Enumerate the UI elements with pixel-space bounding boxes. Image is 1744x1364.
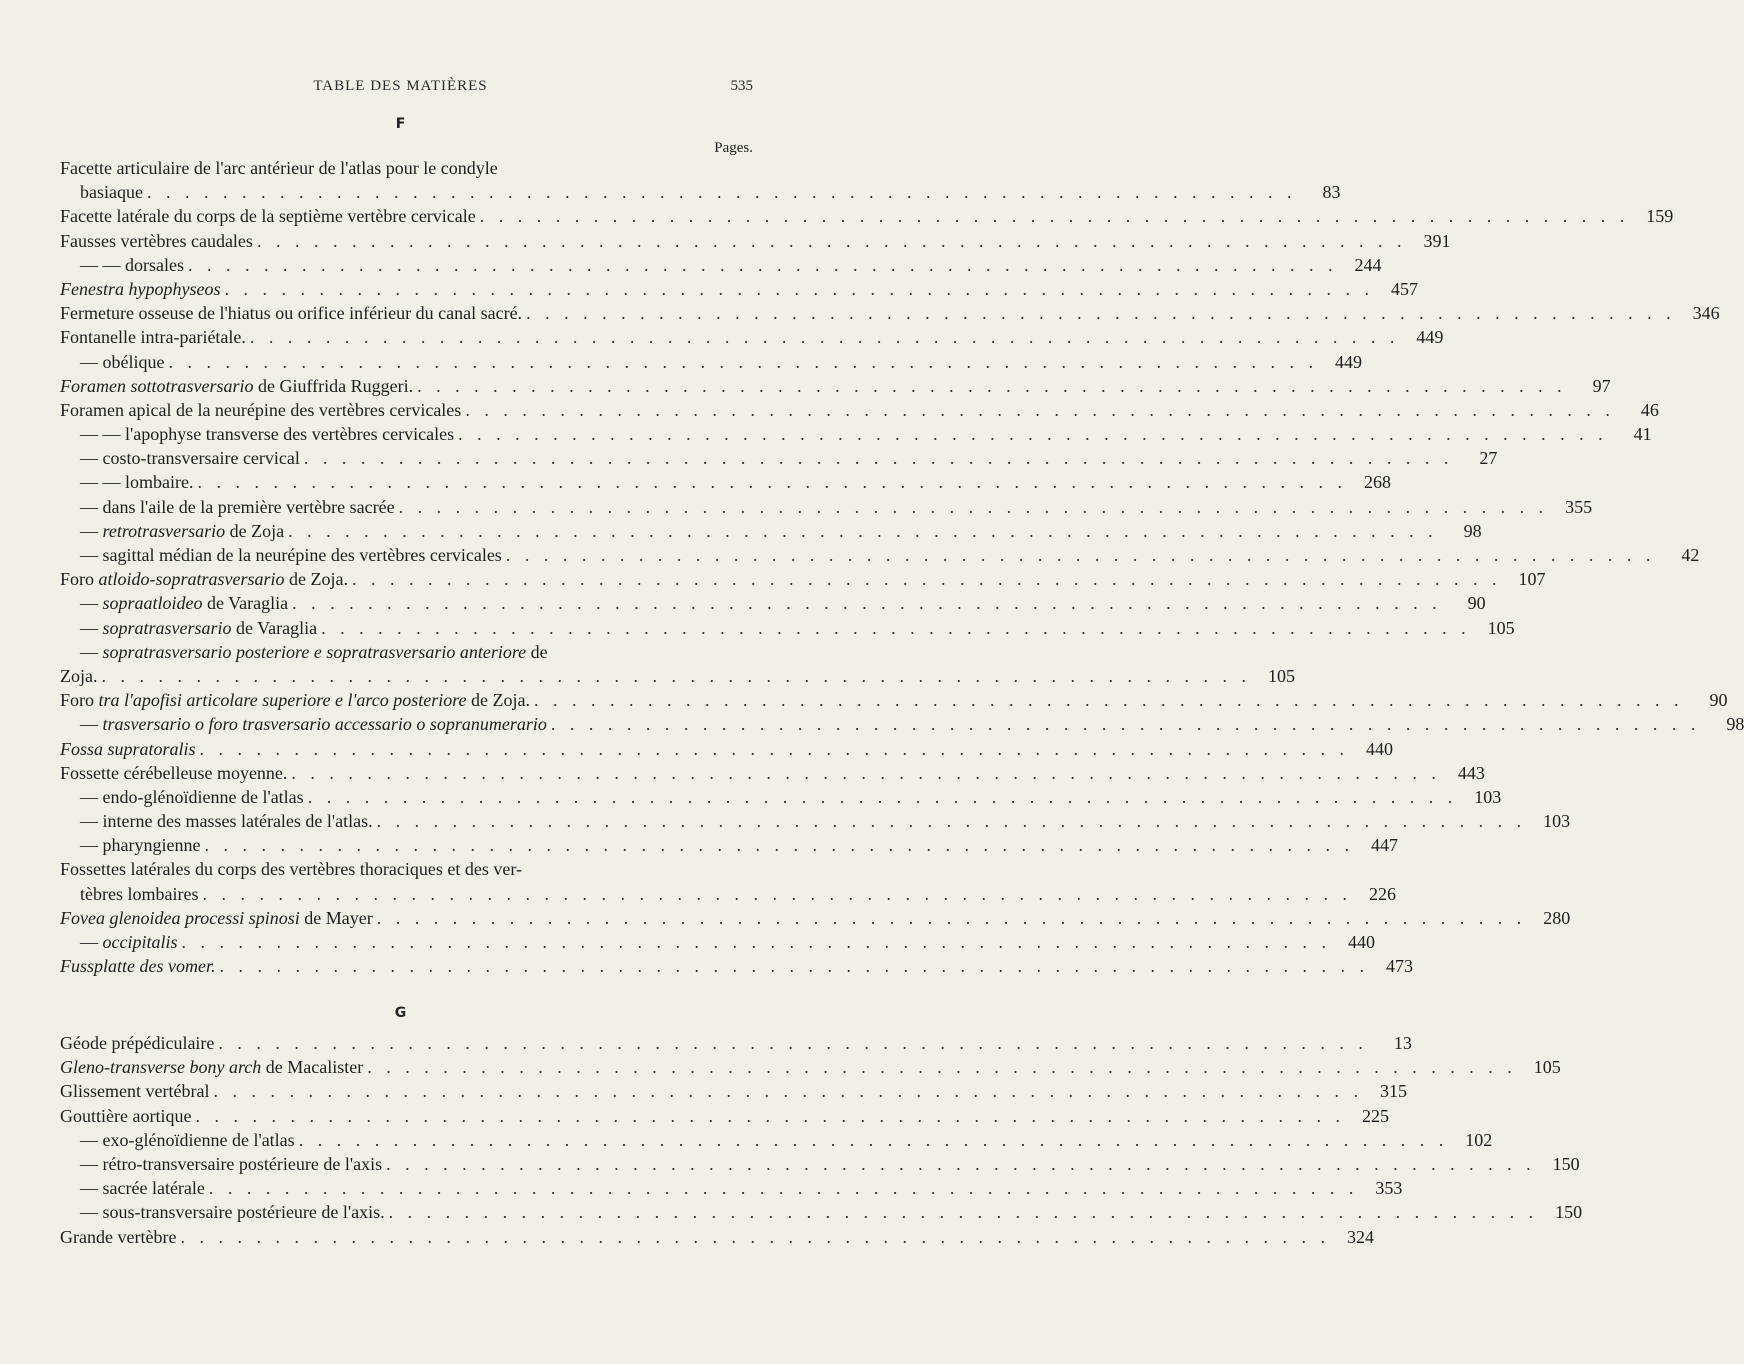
index-entry-text	[60, 182, 143, 203]
leader-dots: . . . . . . . . . . . . . . . . . . . . . . . . . . . . . . . . . . . . . . . . . . . . . . . . . . . . . . . . . . . . .	[199, 738, 1350, 759]
index-entry-text	[60, 1057, 363, 1078]
index-entry	[60, 182, 1341, 206]
entry-page-number: 42	[1681, 545, 1700, 565]
entry-page-number: 324	[1346, 1226, 1374, 1247]
index-entry-text	[60, 1202, 385, 1223]
index-entry	[60, 665, 1295, 690]
entry-term: — rétro-transversaire postérieure de l'axis	[80, 1153, 383, 1174]
entry-term: — sacrée latérale	[80, 1178, 205, 1199]
entry-page-number: 46	[1640, 399, 1659, 420]
entry-term: — endo-glénoïdienne de l'atlas	[80, 786, 304, 807]
index-entry-text	[60, 956, 215, 977]
entry-term: —	[80, 593, 103, 614]
index-list-g	[60, 1033, 1583, 1251]
entry-page-number: 443	[1457, 762, 1485, 783]
leader-dots: . . . . . . . . . . . . . . . . . . . . . . . . . . . . . . . . . . . . . . . . . . . . . . . . . . . . . . . . . . . . .	[291, 762, 1441, 783]
entry-term: Fausses vertèbres caudales	[60, 230, 253, 251]
entry-term: — sagittal médian de la neurépine des vertèbres cervicales	[80, 545, 502, 565]
leader-dots: . . . . . . . . . . . . . . . . . . . . . . . . . . . . . . . . . . . . . . . . . . . . . . . . . . . . . . . . . . . . .	[219, 956, 1369, 977]
leader-dots: . . . . . . . . . . . . . . . . . . . . . . . . . . . . . . . . . . . . . . . . . . . . . . . . . . . . . . . . . . . . .	[321, 617, 1471, 638]
entry-term: — obélique	[80, 351, 165, 372]
entry-term: —	[80, 641, 103, 662]
entry-page-number: 150	[1552, 1153, 1580, 1174]
running-header-title: TABLE DES MATIÈRES	[313, 78, 488, 94]
entry-page-number: 13	[1393, 1033, 1412, 1053]
entry-page-number: 41	[1633, 424, 1652, 445]
entry-term: Fussplatte des vomer.	[60, 956, 216, 977]
index-entry-text	[60, 908, 373, 929]
leader-dots: . . . . . . . . . . . . . . . . . . . . . . . . . . . . . . . . . . . . . . . . . . . . . . . . . . . . . . . . . . . . .	[288, 520, 1438, 541]
leader-dots: . . . . . . . . . . . . . . . . . . . . . . . . . . . . . . . . . . . . . . . . . . . . . . . . . . . . . . . . . . . . .	[505, 545, 1656, 565]
leader-dots: . . . . . . . . . . . . . . . . . . . . . . . . . . . . . . . . . . . . . . . . . . . . . . . . . . . . . . . . . . . . .	[526, 303, 1676, 324]
entry-term: Fermeture osseuse de l'hiatus ou orifice inférieur du canal sacré.	[60, 303, 523, 324]
leader-dots: . . . . . . . . . . . . . . . . . . . . . . . . . . . . . . . . . . . . . . . . . . . . . . . . . . . . . . . . . . . . .	[101, 665, 1251, 686]
entry-term: de Zoja.	[466, 690, 531, 711]
index-entry	[60, 399, 1659, 424]
index-entry-text	[60, 811, 373, 832]
entry-term: Foramen apical de la neurépine des vertèbres cervicales	[60, 399, 462, 420]
index-entry	[60, 762, 1485, 787]
entry-term: —	[80, 617, 103, 638]
entry-term: de Zoja	[225, 520, 285, 541]
index-entry-text	[60, 497, 395, 518]
entry-page-number: 27	[1479, 448, 1498, 469]
index-entry	[60, 883, 1396, 908]
index-entry	[60, 158, 760, 182]
index-entry	[60, 303, 1720, 327]
entry-term: Grande vertèbre	[60, 1226, 177, 1247]
index-entry-text	[60, 642, 548, 663]
index-entry	[60, 714, 1744, 738]
index-entry	[60, 206, 1674, 230]
index-entry-text	[60, 231, 253, 252]
entry-page-number: 105	[1268, 665, 1295, 686]
index-entry-text	[60, 158, 498, 179]
leader-dots: . . . . . . . . . . . . . . . . . . . . . . . . . . . . . . . . . . . . . . . . . . . . . . . . . . . . . . . . . . . . .	[398, 496, 1549, 517]
index-entry	[60, 1081, 1407, 1105]
index-entry-text	[60, 206, 476, 227]
entry-term: Glissement vertébral	[60, 1081, 210, 1102]
leader-dots: . . . . . . . . . . . . . . . . . . . . . . . . . . . . . . . . . . . . . . . . . . . . . . . . . . . . . . . . . . . . .	[367, 1057, 1517, 1078]
index-entry-text	[60, 400, 461, 421]
entry-term: —	[80, 520, 103, 541]
index-entry	[60, 835, 1398, 859]
index-entry	[60, 545, 1700, 569]
entry-page-number: 159	[1646, 206, 1674, 227]
entry-term-italic: retrotrasversario	[102, 520, 226, 541]
entry-term-italic: occipitalis	[102, 932, 178, 952]
leader-dots: . . . . . . . . . . . . . . . . . . . . . . . . . . . . . . . . . . . . . . . . . . . . . . . . . . . . . . . . . . . . .	[197, 472, 1347, 493]
entry-term: — — l'apophyse transverse des vertèbres cervicales	[80, 424, 455, 445]
leader-dots: . . . . . . . . . . . . . . . . . . . . . . . . . . . . . . . . . . . . . . . . . . . . . . . . . . . . . . . . . . . . .	[307, 786, 1458, 807]
entry-page-number: 103	[1474, 786, 1502, 807]
leader-dots: . . . . . . . . . . . . . . . . . . . . . . . . . . . . . . . . . . . . . . . . . . . . . . . . . . . . . . . . . . . . .	[249, 327, 1400, 348]
entry-term-italic: atloido-sopratrasversario	[98, 569, 285, 590]
entry-term: Facette articulaire de l'arc antérieur de l'atlas pour le condyle	[60, 158, 498, 178]
index-entry	[60, 472, 1391, 496]
entry-page-number: 150	[1555, 1202, 1583, 1223]
leader-dots: . . . . . . . . . . . . . . . . . . . . . . . . . . . . . . . . . . . . . . . . . . . . . . . . . . . . . . . . . . . . .	[417, 375, 1567, 396]
index-entry	[60, 1178, 1403, 1202]
entry-page-number: 447	[1370, 835, 1398, 856]
leader-dots: . . . . . . . . . . . . . . . . . . . . . . . . . . . . . . . . . . . . . . . . . . . . . . . . . . . . . . . . . . . . .	[204, 835, 1354, 856]
entry-term: Foro	[60, 569, 99, 590]
section-letter-f: F	[395, 116, 406, 132]
entry-page-number: 97	[1592, 375, 1611, 396]
entry-term: — interne des masses latérales de l'atlas.	[80, 811, 373, 832]
index-entry-text	[60, 739, 196, 760]
index-entry	[60, 617, 1515, 642]
entry-term: Foro	[60, 690, 99, 711]
leader-dots: . . . . . . . . . . . . . . . . . . . . . . . . . . . . . . . . . . . . . . . . . . . . . . . . . . . . . . . . . . . . .	[180, 1226, 1330, 1247]
entry-term: Fossa supratoralis	[60, 738, 196, 759]
leader-dots: . . . . . . . . . . . . . . . . . . . . . . . . . . . . . . . . . . . . . . . . . . . . . . . . . . . . . . . . . . . . .	[303, 448, 1454, 469]
index-entry	[60, 593, 1486, 617]
entry-term: Facette latérale du corps de la septième vertèbre cervicale	[60, 206, 476, 227]
index-entry-text	[60, 1227, 176, 1248]
leader-dots: . . . . . . . . . . . . . . . . . . . . . . . . . . . . . . . . . . . . . . . . . . . . . . . . . . . . . . . . . . . . .	[479, 206, 1630, 227]
leader-dots: . . . . . . . . . . . . . . . . . . . . . . . . . . . . . . . . . . . . . . . . . . . . . . . . . . . . . . . . . . . . .	[458, 424, 1608, 445]
index-entry-text	[60, 690, 530, 711]
entry-page-number: 346	[1692, 303, 1720, 324]
index-entry	[60, 859, 760, 883]
leader-dots: . . . . . . . . . . . . . . . . . . . . . . . . . . . . . . . . . . . . . . . . . . . . . . . . . . . . . . . . . . . . .	[202, 883, 1352, 904]
entry-page-number: 280	[1543, 907, 1571, 928]
leader-dots: . . . . . . . . . . . . . . . . . . . . . . . . . . . . . . . . . . . . . . . . . . . . . . . . . . . . . . . . . . . . .	[465, 399, 1615, 420]
leader-dots: . . . . . . . . . . . . . . . . . . . . . . . . . . . . . . . . . . . . . . . . . . . . . . . . . . . . . . . . . . . . .	[534, 690, 1684, 711]
index-entry	[60, 1202, 1583, 1226]
entry-page-number: 226	[1368, 883, 1396, 904]
entry-term: — sous-transversaire postérieure de l'axis.	[80, 1202, 385, 1223]
index-entry	[60, 327, 1444, 351]
entry-term: —	[80, 714, 103, 735]
entry-page-number: 244	[1354, 254, 1382, 275]
index-list-f	[60, 158, 1744, 980]
entry-term-italic: tra l'apofisi articolare superiore e l'arco posteriore	[98, 690, 467, 711]
entry-page-number: 457	[1390, 278, 1418, 299]
entry-page-number: 449	[1334, 351, 1362, 372]
index-entry-text	[60, 714, 547, 735]
index-entry-text	[60, 569, 348, 590]
leader-dots: . . . . . . . . . . . . . . . . . . . . . . . . . . . . . . . . . . . . . . . . . . . . . . . . . . . . . . . . . . . . .	[292, 593, 1442, 614]
entry-term: de Macalister	[261, 1057, 364, 1078]
index-entry-text	[60, 593, 288, 614]
entry-page-number: 268	[1363, 472, 1391, 493]
index-entry-text	[60, 835, 200, 856]
index-entry	[60, 811, 1571, 835]
index-entry	[60, 569, 1546, 593]
leader-dots: . . . . . . . . . . . . . . . . . . . . . . . . . . . . . . . . . . . . . . . . . . . . . . . . . . . . . . . . . . . . .	[218, 1033, 1368, 1053]
index-entry-text	[60, 472, 193, 493]
entry-term: de Giuffrida Ruggeri.	[253, 375, 414, 396]
entry-page-number: 105	[1533, 1057, 1561, 1078]
entry-page-number: 225	[1361, 1105, 1389, 1126]
leader-dots: . . . . . . . . . . . . . . . . . . . . . . . . . . . . . . . . . . . . . . . . . . . . . . . . . . . . . . . . . . . . .	[187, 254, 1338, 275]
index-entry	[60, 907, 1571, 932]
entry-term-italic: Fovea glenoidea processi spinosi	[60, 907, 300, 928]
index-entry	[60, 278, 1418, 303]
entry-term: de Mayer	[299, 907, 373, 928]
index-entry	[60, 448, 1498, 472]
index-entry-text	[60, 376, 413, 397]
entry-term-italic: Foramen sottotrasversario	[60, 375, 254, 396]
index-entry	[60, 1105, 1389, 1130]
leader-dots: . . . . . . . . . . . . . . . . . . . . . . . . . . . . . . . . . . . . . . . . . . . . . . . . . . . . . . . . . . . . .	[298, 1129, 1449, 1150]
index-entry	[60, 375, 1611, 400]
entry-term: Fenestra hypophyseos	[60, 278, 221, 299]
pages-column-label: Pages.	[714, 140, 753, 156]
page-number: 535	[730, 78, 753, 94]
entry-term: Zoja.	[60, 665, 98, 686]
leader-dots: . . . . . . . . . . . . . . . . . . . . . . . . . . . . . . . . . . . . . . . . . . . . . . . . . . . . . . . . . . . . .	[550, 714, 1701, 735]
index-entry-text	[60, 932, 178, 953]
index-entry	[60, 496, 1593, 521]
leader-dots: . . . . . . . . . . . . . . . . . . . . . . . . . . . . . . . . . . . . . . . . . . . . . . . . . . . . . . . . . . . . .	[146, 182, 1297, 203]
section-letter-g: G	[394, 1005, 407, 1021]
leader-dots: . . . . . . . . . . . . . . . . . . . . . . . . . . . . . . . . . . . . . . . . . . . . . . . . . . . . . . . . . . . . .	[224, 278, 1374, 299]
entry-term: de	[526, 641, 548, 662]
entry-page-number: 391	[1423, 230, 1451, 251]
index-entry	[60, 520, 1482, 545]
entry-term: de Zoja.	[284, 569, 349, 590]
leader-dots: . . . . . . . . . . . . . . . . . . . . . . . . . . . . . . . . . . . . . . . . . . . . . . . . . . . . . . . . . . . . .	[213, 1081, 1363, 1102]
entry-term: Géode prépédiculaire	[60, 1033, 215, 1053]
leader-dots: . . . . . . . . . . . . . . . . . . . . . . . . . . . . . . . . . . . . . . . . . . . . . . . . . . . . . . . . . . . . .	[208, 1178, 1359, 1199]
entry-page-number: 449	[1416, 327, 1444, 348]
leader-dots: . . . . . . . . . . . . . . . . . . . . . . . . . . . . . . . . . . . . . . . . . . . . . . . . . . . . . . . . . . . . .	[256, 230, 1407, 251]
entry-term-italic: sopratrasversario posteriore e sopratrasversario anteriore	[102, 641, 527, 662]
index-entry-text	[60, 1154, 382, 1175]
index-entry-text	[60, 327, 246, 348]
index-entry	[60, 1226, 1374, 1251]
entry-page-number: 315	[1379, 1081, 1407, 1102]
index-entry-text	[60, 666, 98, 687]
entry-term: Gouttière aortique	[60, 1105, 192, 1126]
index-entry-text	[60, 424, 454, 445]
index-entry-text	[60, 884, 198, 905]
entry-page-number: 107	[1518, 569, 1546, 590]
index-entry	[60, 230, 1451, 255]
index-entry-text	[60, 787, 304, 808]
entry-term: de Varaglia	[202, 593, 289, 614]
index-entry	[60, 1057, 1561, 1081]
entry-page-number: 102	[1465, 1129, 1493, 1150]
entry-term: basiaque	[80, 182, 143, 203]
index-entry-text	[60, 763, 287, 784]
entry-page-number: 473	[1385, 956, 1413, 977]
leader-dots: . . . . . . . . . . . . . . . . . . . . . . . . . . . . . . . . . . . . . . . . . . . . . . . . . . . . . . . . . . . . .	[376, 811, 1527, 832]
index-entry-text	[60, 618, 317, 639]
entry-term-italic: sopraatloideo	[102, 593, 203, 614]
leader-dots: . . . . . . . . . . . . . . . . . . . . . . . . . . . . . . . . . . . . . . . . . . . . . . . . . . . . . . . . . . . . .	[195, 1105, 1345, 1126]
entry-page-number: 440	[1366, 738, 1394, 759]
entry-term: — costo-transversaire cervical	[80, 448, 300, 469]
entry-term: Fontanelle intra-pariétale.	[60, 327, 246, 348]
index-entry-text	[60, 352, 164, 373]
leader-dots: . . . . . . . . . . . . . . . . . . . . . . . . . . . . . . . . . . . . . . . . . . . . . . . . . . . . . . . . . . . . .	[181, 932, 1331, 952]
leader-dots: . . . . . . . . . . . . . . . . . . . . . . . . . . . . . . . . . . . . . . . . . . . . . . . . . . . . . . . . . . . . .	[388, 1202, 1539, 1223]
index-entry	[60, 351, 1362, 376]
index-entry	[60, 956, 1413, 980]
index-entry-text	[60, 303, 522, 324]
entry-term: Fossettes latérales du corps des vertèbres thoraciques et des ver-	[60, 859, 522, 880]
index-entry	[60, 1153, 1580, 1178]
index-entry-text	[60, 279, 220, 300]
entry-page-number: 105	[1487, 617, 1515, 638]
index-entry	[60, 254, 1382, 279]
entry-page-number: 355	[1565, 496, 1593, 517]
index-entry-text	[60, 1178, 205, 1199]
leader-dots: . . . . . . . . . . . . . . . . . . . . . . . . . . . . . . . . . . . . . . . . . . . . . . . . . . . . . . . . . . . . .	[168, 351, 1318, 372]
entry-page-number: 98	[1726, 714, 1744, 735]
index-entry	[60, 424, 1652, 448]
entry-term: — dans l'aile de la première vertèbre sacrée	[80, 496, 395, 517]
index-entry-text	[60, 859, 522, 880]
entry-page-number: 90	[1709, 690, 1728, 711]
entry-term: de Varaglia	[231, 617, 318, 638]
entry-term-italic: trasversario o foro trasversario accessario o sopranumerario	[102, 714, 547, 735]
index-entry	[60, 738, 1394, 763]
entry-term: — pharyngienne	[80, 835, 201, 856]
entry-page-number: 83	[1322, 182, 1341, 203]
leader-dots: . . . . . . . . . . . . . . . . . . . . . . . . . . . . . . . . . . . . . . . . . . . . . . . . . . . . . . . . . . . . .	[376, 907, 1527, 928]
index-entry-text	[60, 1081, 209, 1102]
entry-term: — — lombaire.	[80, 472, 194, 493]
entry-term: Fossette cérébelleuse moyenne.	[60, 762, 288, 783]
index-entry-text	[60, 521, 284, 542]
leader-dots: . . . . . . . . . . . . . . . . . . . . . . . . . . . . . . . . . . . . . . . . . . . . . . . . . . . . . . . . . . . . .	[352, 569, 1502, 590]
index-entry-text	[60, 1106, 191, 1127]
index-entry-text	[60, 1033, 214, 1054]
entry-term-italic: sopratrasversario	[102, 617, 232, 638]
index-entry-text	[60, 448, 300, 469]
entry-page-number: 90	[1467, 593, 1486, 614]
index-entry	[60, 786, 1502, 811]
index-entry	[60, 1129, 1493, 1154]
index-entry	[60, 932, 1375, 956]
entry-page-number: 440	[1348, 932, 1375, 952]
entry-term: —	[80, 932, 103, 952]
entry-term: tèbres lombaires	[80, 883, 199, 904]
entry-term: — — dorsales	[80, 254, 184, 275]
index-entry	[60, 642, 760, 666]
entry-page-number: 98	[1463, 520, 1482, 541]
entry-term: — exo-glénoïdienne de l'atlas	[80, 1129, 295, 1150]
index-entry	[60, 690, 1728, 714]
entry-page-number: 103	[1543, 811, 1571, 832]
entry-page-number: 353	[1375, 1178, 1403, 1199]
entry-term-italic: Gleno-transverse bony arch	[60, 1057, 262, 1078]
leader-dots: . . . . . . . . . . . . . . . . . . . . . . . . . . . . . . . . . . . . . . . . . . . . . . . . . . . . . . . . . . . . .	[386, 1153, 1536, 1174]
index-entry	[60, 1033, 1412, 1057]
index-entry-text	[60, 545, 502, 566]
index-entry-text	[60, 255, 184, 276]
index-entry-text	[60, 1130, 295, 1151]
